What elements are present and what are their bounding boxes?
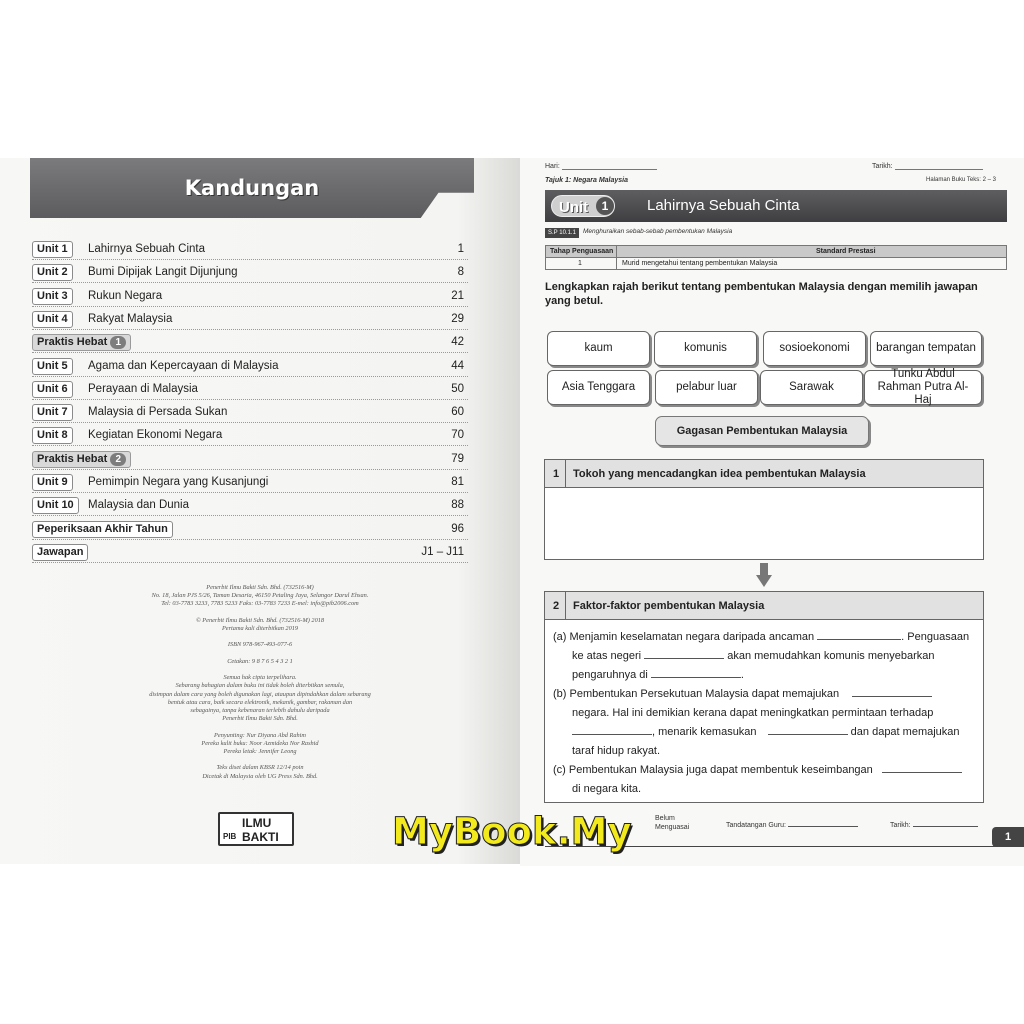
toc-title-text: Bumi Dipijak Langit Dijunjung <box>88 266 238 279</box>
toc-title-text: Rukun Negara <box>88 289 163 302</box>
answer-blank[interactable] <box>644 648 724 659</box>
toc-row[interactable] <box>32 543 468 563</box>
unit-header-bar <box>545 190 1007 222</box>
standard-table <box>545 245 1007 270</box>
table-head-tahap: Tahap Penguasaan <box>550 248 614 255</box>
imprint-line: Tel: 03-7783 3233, 7783 5233 Faks: 03-7783 7233 E-mel: info@pib2006.com <box>161 600 359 608</box>
toc-page-number: 60 <box>451 406 464 419</box>
imprint-line: Penyunting: Nur Diyana Abd Rahim <box>214 731 306 739</box>
tandatangan-guru <box>726 820 858 829</box>
toc-unit-text: Praktis Hebat <box>37 336 108 349</box>
hari-blank <box>562 169 657 170</box>
tajuk-text: Tajuk 1: Negara Malaysia <box>545 177 629 184</box>
toc-unit-label <box>32 311 73 328</box>
toc-row[interactable] <box>32 287 468 307</box>
toc-unit-label <box>32 241 73 258</box>
imprint-line: Penerbit Ilmu Bakti Sdn. Bhd. <box>222 715 298 723</box>
tarikh-label: Tarikh: <box>872 163 893 170</box>
toc-unit-text: Unit 10 <box>37 499 74 512</box>
toc-page-number: 44 <box>451 359 464 372</box>
toc-unit-label <box>32 544 88 561</box>
toc-title-text: Lahirnya Sebuah Cinta <box>88 243 205 255</box>
halaman-text: Halaman Buku Teks: 2 – 3 <box>926 177 996 183</box>
toc-unit-label <box>32 474 73 491</box>
toc-page-number: 42 <box>451 336 464 349</box>
toc-unit-label <box>32 404 73 421</box>
answer-blank[interactable] <box>882 762 962 773</box>
question-c-line-1 <box>553 761 962 780</box>
toc-page-number: 1 <box>457 243 464 255</box>
toc-row[interactable] <box>32 263 468 283</box>
unit-pill <box>551 195 615 217</box>
arrow-down-icon <box>756 563 772 587</box>
toc-page-number: 79 <box>451 452 464 465</box>
imprint-line: © Penerbit Ilmu Bakti Sdn. Bhd. (732516-M) 2018 <box>195 616 325 624</box>
toc-unit-label <box>32 358 73 375</box>
question-b-line-1 <box>553 685 932 704</box>
toc-unit-text: Unit 2 <box>37 266 68 279</box>
qa-text: (a) Menjamin keselamatan negara daripada ancaman <box>553 631 815 643</box>
section-tokoh <box>544 459 984 560</box>
toc-page-number: 29 <box>451 312 464 325</box>
imprint-line: Pereka letak: Jennifer Leong <box>223 747 297 755</box>
toc-number-badge: 1 <box>110 336 126 349</box>
publisher-logo <box>218 812 294 846</box>
toc-unit-label <box>32 427 73 444</box>
standard-table-header <box>546 246 1006 258</box>
toc-title-text: Malaysia di Persada Sukan <box>88 406 228 419</box>
word-card[interactable]: kaum <box>547 331 650 366</box>
toc-page-number: 81 <box>451 476 464 488</box>
hari-label: Hari: <box>545 163 560 170</box>
word-card[interactable]: sosioekonomi <box>763 331 866 366</box>
imprint-line: Sebarang bahagian dalam buku ini tidak boleh diterbitkan semula, <box>175 682 345 690</box>
belum-menguasai-label <box>655 814 689 832</box>
section-divider <box>565 592 566 620</box>
imprint-line: ISBN 978-967-493-077-6 <box>227 641 293 649</box>
qb-text: negara. Hal ini demikian kerana dapat meningkatkan permintaan terhadap <box>572 707 934 719</box>
toc-unit-label <box>32 381 73 398</box>
left-page <box>0 158 520 864</box>
answer-blank[interactable] <box>768 724 848 735</box>
word-card[interactable]: Tunku Abdul Rahman Putra Al-Haj <box>864 370 982 405</box>
toc-title: Kandungan <box>184 176 320 200</box>
answer-blank[interactable] <box>572 724 652 735</box>
qa-text: akan memudahkan komunis menyebarkan <box>727 650 935 662</box>
answer-blank[interactable] <box>817 629 901 640</box>
imprint-line: Dicetak di Malaysia oleh UG Press Sdn. Bhd. <box>202 772 318 780</box>
gagasan-title-box: Gagasan Pembentukan Malaysia <box>655 416 869 446</box>
toc-unit-text: Praktis Hebat <box>37 452 108 465</box>
toc-page-number: 50 <box>451 382 464 395</box>
toc-row[interactable] <box>32 496 468 516</box>
question-a-line-2 <box>572 647 935 666</box>
toc-unit-text: Unit 8 <box>37 429 68 442</box>
word-card[interactable]: Asia Tenggara <box>547 370 650 405</box>
page-number-tab: 1 <box>992 827 1024 847</box>
tarikh-blank <box>895 169 983 170</box>
toc-page-number: 70 <box>451 429 464 442</box>
section-number: 1 <box>553 468 560 480</box>
answer-blank[interactable] <box>651 667 741 678</box>
imprint-line: Pereka kulit buku: Noor Azmideka Nor Rashid <box>201 739 319 747</box>
toc-unit-text: Unit 4 <box>37 312 68 325</box>
toc-title-text: Malaysia dan Dunia <box>88 499 190 512</box>
qa-text: ke atas negeri <box>572 650 642 662</box>
qb-text: taraf hidup rakyat. <box>572 745 661 757</box>
toc-page-number: 88 <box>451 499 464 512</box>
toc-unit-text: Unit 3 <box>37 289 68 302</box>
toc-unit-label <box>32 334 131 351</box>
section-faktor-header <box>545 592 983 620</box>
right-page <box>520 158 1024 866</box>
toc-unit-text: Unit 7 <box>37 406 68 419</box>
section-title: Faktor-faktor pembentukan Malaysia <box>573 600 765 612</box>
belum-text: Belum <box>655 815 675 822</box>
toc-title-text: Agama dan Kepercayaan di Malaysia <box>88 359 279 372</box>
section-faktor <box>544 591 984 803</box>
toc-row[interactable] <box>32 333 468 353</box>
toc-unit-text: Peperiksaan Akhir Tahun <box>37 522 168 535</box>
instruction-text: Lengkapkan rajah berikut tentang pembentukan Malaysia dengan memilih jawapan yang betul. <box>545 281 978 307</box>
qb-text: (b) Pembentukan Persekutuan Malaysia dapat memajukan <box>553 688 840 700</box>
imprint-line: Semua hak cipta terpelihara. <box>223 674 297 682</box>
imprint-line: bentuk atau cara, baik secara elektronik, mekanik, gambar, rakaman dan <box>167 698 353 706</box>
imprint-block <box>100 584 420 781</box>
imprint-line: Pertama kali diterbitkan 2019 <box>221 625 299 632</box>
question-b-line-2 <box>572 704 933 723</box>
toc-unit-label <box>32 497 79 514</box>
word-card[interactable]: pelabur luar <box>655 370 758 405</box>
toc-unit-label <box>32 451 131 468</box>
toc-page-number: 96 <box>451 522 464 535</box>
qa-text: . <box>740 669 744 681</box>
imprint-line: Cetakan: 9 8 7 6 5 4 3 2 1 <box>227 657 293 665</box>
toc-row[interactable] <box>32 380 468 400</box>
toc-page-number: 21 <box>451 289 464 302</box>
qb-text: dan dapat memajukan <box>850 726 960 738</box>
tandatangan-label: Tandatangan Guru: <box>726 822 786 829</box>
logo-name-text: ILMU BAKTI <box>242 816 279 844</box>
unit-number: 1 <box>596 197 614 215</box>
tokoh-answer-area[interactable] <box>545 488 983 561</box>
sp-description: Menghuraikan sebab-sebab pembentukan Malaysia <box>583 228 733 235</box>
imprint-line: Penerbit Ilmu Bakti Sdn. Bhd. (732516-M) <box>206 584 314 591</box>
toc-title-text: Rakyat Malaysia <box>88 312 173 325</box>
imprint-line: sebagainya, tanpa kebenaran terlebih dahulu daripada <box>190 706 330 714</box>
answer-blank[interactable] <box>852 686 932 697</box>
imprint-line <box>100 666 420 674</box>
imprint-line: No. 18, Jalan PJS 5/26, Taman Desaria, 46150 Petaling Jaya, Selangor Darul Ehsan. <box>151 592 369 600</box>
tarikh-line <box>872 163 983 170</box>
toc-page-number: J1 – J11 <box>421 545 464 558</box>
toc-row[interactable] <box>32 310 468 330</box>
section-number: 2 <box>553 600 560 612</box>
toc-title-text: Perayaan di Malaysia <box>88 382 198 395</box>
section-tokoh-header <box>545 460 983 488</box>
toc-row[interactable] <box>32 520 468 540</box>
toc-row[interactable] <box>32 357 468 377</box>
watermark-logo: MyBook.My <box>392 810 632 853</box>
question-b-line-3 <box>572 723 960 742</box>
imprint-line: disimpan dalam cara yang boleh digunakan lagi, ataupun dipindahkan dalam sebarang <box>149 690 371 698</box>
unit-word: Unit <box>559 199 589 216</box>
hari-line <box>545 163 657 170</box>
qc-text: (c) Pembentukan Malaysia juga dapat membentuk keseimbangan <box>553 764 873 776</box>
toc-unit-label <box>32 264 73 281</box>
toc-unit-text: Unit 1 <box>37 243 68 255</box>
question-a-line-1 <box>553 628 969 647</box>
toc-number-badge: 2 <box>110 453 126 466</box>
toc-row[interactable] <box>32 426 468 446</box>
section-title: Tokoh yang mencadangkan idea pembentukan Malaysia <box>573 468 866 480</box>
sp-code-badge: S.P 10.1.1 <box>545 228 579 238</box>
imprint-line <box>100 609 420 617</box>
qb-text: , menarik kemasukan <box>652 726 757 738</box>
toc-unit-text: Unit 5 <box>37 359 68 372</box>
footer-tarikh <box>890 820 978 829</box>
qc-text: di negara kita. <box>572 783 642 795</box>
word-card[interactable]: Sarawak <box>760 370 863 405</box>
footer-tarikh-blank[interactable] <box>913 820 978 827</box>
table-head-standard: Standard Prestasi <box>816 248 876 255</box>
toc-unit-text: Jawapan <box>37 545 84 558</box>
imprint-line: Teks diset dalam KBSR 12/14 poin <box>216 764 304 772</box>
toc-unit-text: Unit 9 <box>37 476 68 488</box>
unit-title: Lahirnya Sebuah Cinta <box>647 197 800 214</box>
imprint-line <box>100 650 420 658</box>
logo-pib-text: PIB <box>223 832 237 841</box>
section-divider <box>565 460 566 488</box>
imprint-line <box>100 633 420 641</box>
qa-text: . Penguasaan <box>901 631 970 643</box>
toc-title-text: Kegiatan Ekonomi Negara <box>88 429 223 442</box>
menguasai-text: Menguasai <box>655 824 690 831</box>
toc-row[interactable] <box>32 403 468 423</box>
table-divider <box>616 246 617 269</box>
question-a-line-3 <box>572 666 744 685</box>
qa-text: pengaruhnya di <box>572 669 648 681</box>
footer-tarikh-label: Tarikh: <box>890 822 911 829</box>
toc-unit-label <box>32 521 173 538</box>
table-cell-standard: Murid mengetahui tentang pembentukan Malaysia <box>622 260 778 267</box>
imprint-line <box>100 723 420 731</box>
imprint-line <box>100 756 420 764</box>
toc-row[interactable] <box>32 450 468 470</box>
toc-title-text: Pemimpin Negara yang Kusanjungi <box>88 476 269 488</box>
toc-unit-text: Unit 6 <box>37 382 68 395</box>
table-cell-tahap: 1 <box>578 260 582 267</box>
question-b-line-4 <box>572 742 660 761</box>
word-card[interactable]: komunis <box>654 331 757 366</box>
word-card[interactable]: barangan tempatan <box>870 331 982 366</box>
question-c-line-2 <box>572 780 641 799</box>
toc-row[interactable] <box>32 240 468 260</box>
signature-blank[interactable] <box>788 820 858 827</box>
toc-row[interactable] <box>32 473 468 493</box>
toc-page-number: 8 <box>457 266 464 279</box>
toc-unit-label <box>32 288 73 305</box>
